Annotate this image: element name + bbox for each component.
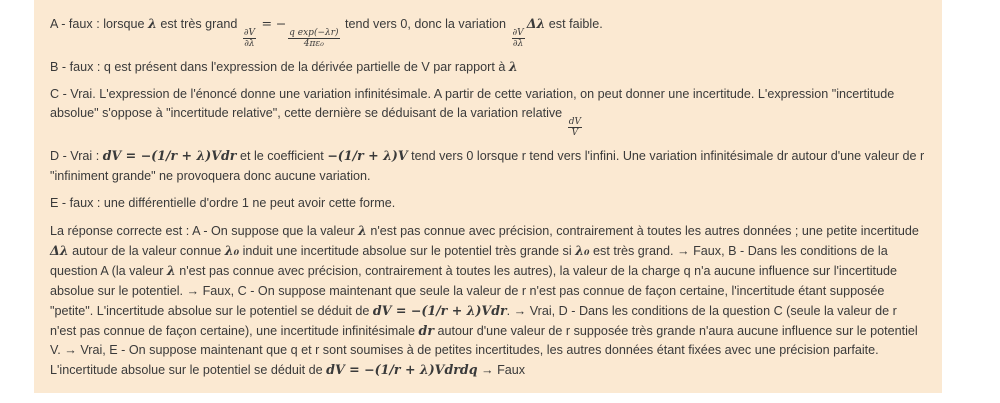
correct-answer: La réponse correcte est : A - On suppose que la valeur λ n'est pas connue avec précision, contrairement à toutes les autres données ; une petite incertitude Δλ autour de la valeur connue λ₀ induit une incertitude absolue sur le potentiel très grande si λ₀ est très grand. → Faux, B - Dans les conditions de la question A (la valeur λ n'est pas connue avec précision, contrairement à toutes les autres), la valeur de la charge q n'a aucune influence sur l'incertitude absolue sur le potentiel. → Faux, C - On suppose maintenant que seule la valeur de r n'est pas connue de façon certaine, l'incertitude étant supposée "petite". L'incertitude absolue sur le potentiel se déduit de dV = −(1/r + λ)Vdr. → Vrai, D - Dans les conditions de la question C (seule la valeur de r n'est pas connue de façon certaine), une incertitude infinitésimale dr autour d'une valeur de r supposée très grande n'aura aucune influence sur le potentiel V. → Vrai, E - On suppose maintenant que q et r sont soumises à de petites incertitudes, les autres données étant fixées avec une précision parfaite. L'incertitude absolue sur le potentiel se déduit de dV = −(1/r + λ)Vdrdq → Faux [50,223,919,378]
item-d-tail: tend vers 0 lorsque r tend vers l'infini. Une variation infinitésimale dr autour d'une valeur de r "infiniment grande" ne provoquera donc aucune variation. [50,149,925,183]
item-d-text: et le coefficient [239,149,324,164]
item-c [50,85,926,138]
differential-equation: dV = −(1/r + λ)Vdr [102,148,237,164]
coefficient-expression: −(1/r + λ)V [327,148,408,164]
answer-explanation-panel [34,0,942,393]
partial-derivative-fraction-2: $\frac{\partial V}{\partial\lambda}$ [512,28,524,49]
item-a-text-2: tend vers 0, donc la variation [345,17,507,31]
item-a-text: est très grand [160,17,238,31]
item-a-tail: est faible. [548,17,603,31]
item-e [50,194,926,213]
equals-sign: = [261,16,273,31]
item-a: A - faux : lorsque λ est très grand $\frac{\partial V}{\partial\lambda}$ = − $\frac{\text{q exp(−λr)}}{\text{4πε₀}}$ tend vers 0, donc la variation $\frac{\partial V}{\partial\lambda}$ Δλ est faible. [50,16,603,49]
partial-derivative-fraction: $\frac{\partial V}{\partial\lambda}$ [243,28,256,49]
item-c-text: C - Vrai. L'expression de l'énoncé donne une variation infinitésimale. A partir de cette variation, on peut donner une incertitude. L'expression "incertitude absolue" s'oppose à "incertitude relative", cette dernière se déduisant de la variation relative [50,87,895,121]
item-b [50,57,926,77]
item-b-text: B - faux : q est présent dans l'expression de la dérivée partielle de V par rapport à [50,60,506,74]
lambda-symbol: λ [508,59,518,74]
delta-lambda: Δλ [526,16,546,31]
item-d [50,146,926,185]
relative-variation-fraction: $\frac{dV}{V}$ [568,117,581,139]
item-e-text: E - faux : une différentielle d'ordre 1 ne peut avoir cette forme. [50,195,396,210]
exp-fraction: $\frac{\text{q exp(−λr)}}{\text{4πε₀}}$ [289,28,339,49]
lambda-symbol: λ [148,16,157,31]
item-a-lead: A - faux : lorsque [50,17,145,31]
item-d-lead: D - Vrai : [50,149,100,164]
